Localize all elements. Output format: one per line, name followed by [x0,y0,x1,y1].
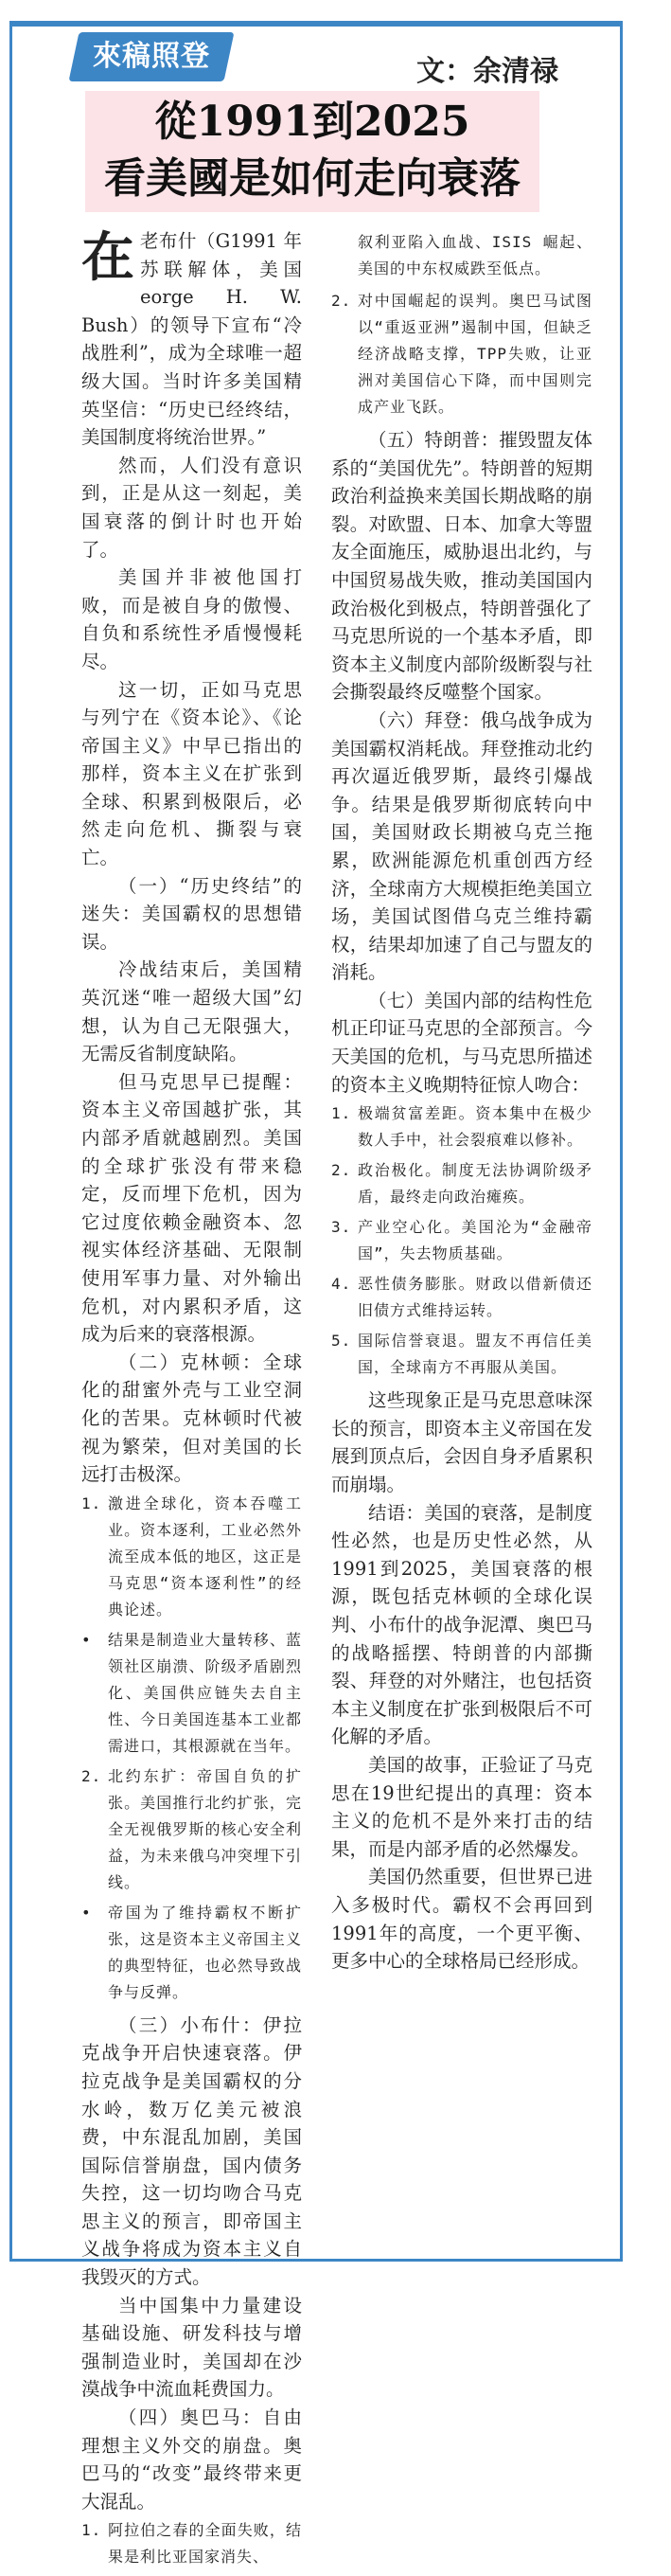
paragraph: 美国的故事，正验证了马克思在19世纪提出的真理：资本主义的危机不是外来打击的结果，而是内部矛盾的必然爆发。 [331,1753,592,1860]
paragraph: 这些现象正是马克思意味深长的预言，即资本主义帝国在发展到顶点后，会因自身矛盾累积而崩塌。 [331,1389,592,1496]
paragraph: 冷战结束后，美国精英沉迷“唯一超级大国”幻想，认为自己无限强大，无需反省制度缺陷。 [81,958,302,1065]
list-marker: 1. [81,2521,102,2540]
list-item [81,1627,302,1760]
list-item [331,1100,592,1154]
section-heading-4: （四）奥巴马：自由理想主义外交的崩盘。奥巴马的“改变”最终带来更大混乱。 [81,2406,302,2513]
list-clinton [81,1491,302,2006]
list-text: 激进全球化，资本吞噬工业。资本逐利，工业必然外流至成本低的地区，这正是马克思“资本逐利性”的经典论述。 [108,1494,302,1619]
list-item [81,2517,302,2570]
headline-line-2: 看美國是如何走向衰落 [104,154,521,203]
list-marker: 1. [331,1104,352,1123]
section-heading-1: （一）“历史终结”的迷失：美国霸权的思想错误。 [81,874,302,953]
list-text: 恶性债务膨胀。财政以借新债还旧债方式维持运转。 [358,1275,592,1320]
frame-top-bar [9,21,623,27]
paragraph: 然而，人们没有意识到，正是从这一刻起，美国衰落的倒计时也开始了。 [81,454,302,561]
intro-paragraph: 在老布什（G1991 年苏联解体，美国eorge H. W. Bush）的领导下宣布“冷战胜利”，成为全球唯一超级大国。当时许多美国精英坚信：“历史已经终结，美国制度将统治世界。” [81,226,302,449]
list-text: 阿拉伯之春的全面失败，结果是利比亚国家消失、 [108,2521,302,2567]
list-obama [81,2517,302,2570]
list-obama-2 [331,288,592,420]
list-item [81,1900,302,2006]
drop-cap: 在 [81,226,134,289]
list-text: 政治极化。制度无法协调阶级矛盾，最终走向政治瘫痪。 [358,1161,592,1207]
section-heading-7: （七）美国内部的结构性危机正印证马克思的全部预言。今天美国的危机，与马克思所描述的资本主义晚期特征惊人吻合： [331,989,592,1096]
right-column [331,227,592,1976]
list-item [331,1214,592,1267]
headline-line-1: 從1991到2025 [154,98,470,146]
list-marker: 1. [81,1494,102,1512]
list-crisis [331,1100,592,1381]
list-text: 国际信誉衰退。盟友不再信任美国，全球南方不再服从美国。 [358,1332,592,1377]
list-item [331,1328,592,1381]
list-text: 极端贫富差距。资本集中在极少数人手中，社会裂痕难以修补。 [358,1104,592,1150]
list-marker: 2. [81,1766,102,1785]
section-heading-3: （三）小布什：伊拉克战争开启快速衰落。伊拉克战争是美国霸权的分水岭，数万亿美元被浪费，中东混乱加剧，美国国际信誉崩盘，国内债务失控，这一切均吻合马克思主义的预言，即帝国主义战争将成为资本主义自我毁灭的方式。 [81,2013,302,2289]
list-item [81,1491,302,1623]
list-text: 帝国为了维持霸权不断扩张，这是资本主义帝国主义的典型特征，也必然导致战争与反弹。 [108,1903,302,2001]
list-marker: 3. [331,1218,352,1237]
author-byline: 文：余清禄 [416,55,558,88]
list-item: 叙利亚陷入血战、ISIS 崛起、美国的中东权威跌至低点。 [358,233,592,277]
paragraph: 当中国集中力量建设基础设施、研发科技与增强制造业时，美国却在沙漠战争中流血耗费国力。 [81,2294,302,2401]
list-item [331,1157,592,1210]
list-obama-cont [331,229,592,282]
section-tag: 來稿照登 [68,32,234,81]
list-text: 对中国崛起的误判。奥巴马试图以“重返亚洲”遏制中国，但缺乏经济战略支撑，TPP失败，让亚洲对美国信心下降，而中国则完成产业飞跃。 [358,292,592,416]
headline-box [85,91,539,212]
left-column [81,227,302,2576]
list-text: 结果是制造业大量转移、蓝领社区崩溃、阶级矛盾剧烈化、美国供应链失去自主性、今日美国连基本工业都需进口，其根源就在当年。 [108,1630,302,1755]
paragraph: 但马克思早已提醒：资本主义帝国越扩张，其内部矛盾就越剧烈。美国的全球扩张没有带来稳定，反而埋下危机，因为它过度依赖金融资本、忽视实体经济基础、无限制使用军事力量、对外输出危机，对内累积矛盾，这成为后来的衰落根源。 [81,1070,302,1346]
paragraph: 这一切，正如马克思与列宁在《资本论》、《论帝国主义》中早已指出的那样，资本主义在扩张到全球、积累到极限后，必然走向危机、撕裂与衰亡。 [81,678,302,869]
list-item [81,1763,302,1896]
list-marker: • [81,1630,92,1649]
list-text: 北约东扩：帝国自负的扩张。美国推行北约扩张，完全无视俄罗斯的核心安全利益，为未来俄乌冲突埋下引线。 [108,1766,302,1891]
list-marker: 4. [331,1275,352,1294]
conclusion-paragraph: 结语：美国的衰落，是制度性必然，也是历史性必然，从1991到2025，美国衰落的根源，既包括克林顿的全球化误判、小布什的战争泥潭、奥巴马的战略摇摆、特朗普的内部撕裂、拜登的对外赌注，也包括资本主义制度在扩张到极限后不可化解的矛盾。 [331,1501,592,1748]
section-heading-5: （五）特朗普：摧毁盟友体系的“美国优先”。特朗普的短期政治利益换来美国长期战略的崩裂。对欧盟、日本、加拿大等盟友全面施压，威胁退出北约，与中国贸易战失败，推动美国国内政治极化到极点，特朗普强化了马克思所说的一个基本矛盾，即资本主义制度内部阶级断裂与社会撕裂最终反噬整个国家。 [331,429,592,704]
list-marker: 5. [331,1332,352,1351]
list-marker: 2. [331,1161,352,1180]
list-item [331,1271,592,1324]
section-heading-6: （六）拜登：俄乌战争成为美国霸权消耗战。拜登推动北约再次逼近俄罗斯，最终引爆战争。结果是俄罗斯彻底转向中国，美国财政长期被乌克兰拖累，欧洲能源危机重创西方经济，全球南方大规模拒绝美国立场，美国试图借乌克兰维持霸权，结果却加速了自己与盟友的消耗。 [331,708,592,984]
section-heading-2: （二）克林顿：全球化的甜蜜外壳与工业空洞化的苦果。克林顿时代被视为繁荣，但对美国的长远打击极深。 [81,1351,302,1486]
list-marker: 2. [331,292,352,310]
paragraph: 美国仍然重要，但世界已进入多极时代。霸权不会再回到1991年的高度，一个更平衡、更多中心的全球格局已经形成。 [331,1866,592,1973]
list-text: 产业空心化。美国沦为“金融帝国”，失去物质基础。 [358,1218,592,1263]
paragraph: 美国并非被他国打败，而是被自身的傲慢、自负和系统性矛盾慢慢耗尽。 [81,566,302,672]
list-marker: • [81,1903,92,1922]
list-item [331,288,592,420]
